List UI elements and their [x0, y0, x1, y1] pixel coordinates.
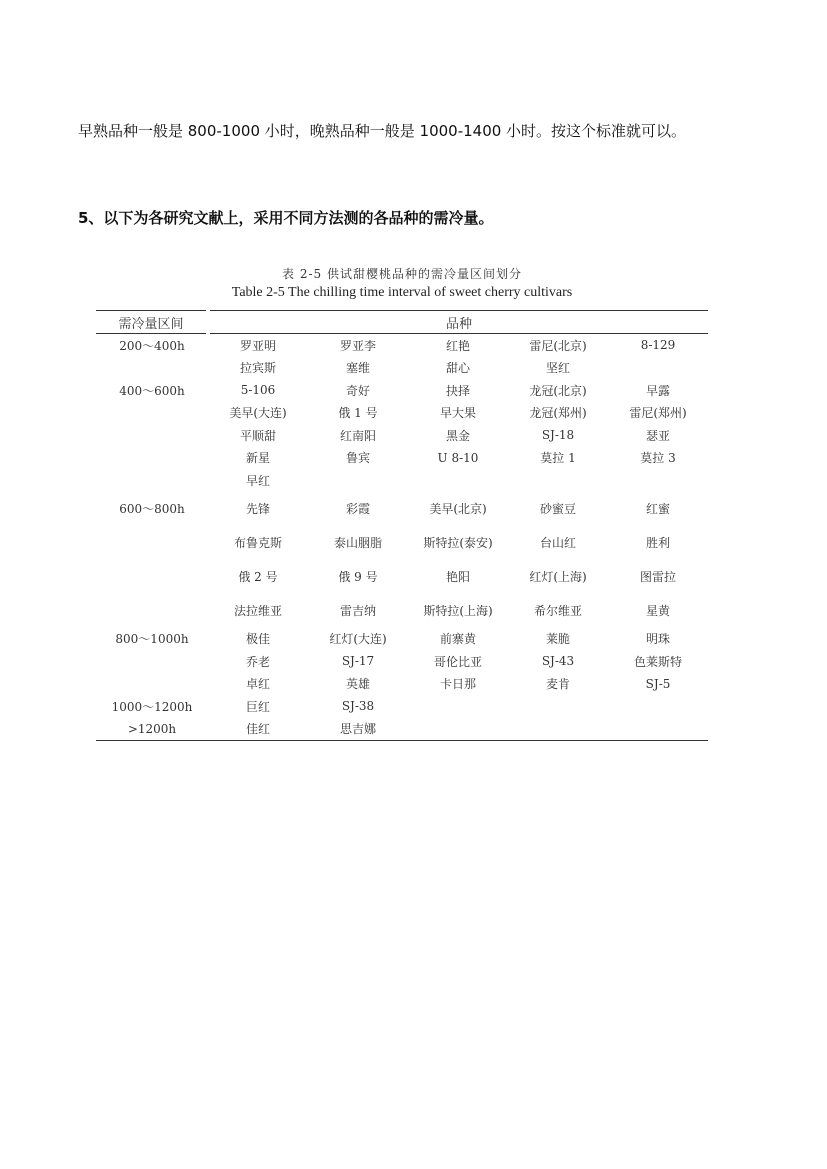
section-heading: 5、以下为各研究文献上，采用不同方法测的各品种的需冷量。 — [78, 209, 494, 227]
cultivar-cell — [408, 718, 508, 741]
table-caption-english: Table 2-5 The chilling time interval of sweet cherry cultivars — [231, 285, 573, 300]
table-row — [96, 379, 708, 402]
range-cell — [96, 560, 208, 594]
cultivar-cell: 红灯(上海) — [529, 570, 587, 584]
cultivar-cell: 塞维 — [345, 361, 370, 376]
range-cell — [96, 469, 208, 492]
table-row — [96, 492, 708, 526]
table-row — [96, 357, 708, 380]
cultivar-cell: 莫拉 3 — [640, 451, 676, 466]
cultivar-cell: 早露 — [646, 383, 671, 398]
cultivar-cell: 布鲁克斯 — [233, 536, 282, 550]
cultivar-cell: 坚红 — [545, 361, 570, 376]
range-cell: 200～400h — [119, 338, 185, 353]
cultivar-cell: 雷尼(郑州) — [629, 406, 687, 421]
cultivar-cell — [508, 695, 608, 718]
cultivar-cell: 奇好 — [345, 383, 370, 398]
cultivar-cell: 俄 1 号 — [338, 406, 378, 421]
cultivar-cell — [608, 357, 708, 380]
cultivar-cell: 莫拉 1 — [540, 451, 576, 466]
cultivar-cell: 前寨黄 — [439, 632, 476, 647]
header-cultivar: 品种 — [208, 311, 708, 334]
table-row — [96, 447, 708, 470]
cultivar-cell: 麦肯 — [545, 677, 570, 692]
range-cell: 600～800h — [119, 502, 185, 516]
cultivar-cell: 龙冠(北京) — [529, 383, 587, 398]
cultivar-cell: 明珠 — [646, 632, 671, 647]
cultivar-cell: SJ-43 — [541, 654, 575, 669]
cultivar-cell: 俄 2 号 — [238, 570, 278, 584]
cultivar-cell: 瑟亚 — [646, 428, 671, 443]
cultivar-cell: 台山红 — [539, 536, 576, 550]
range-cell: 1000～1200h — [111, 699, 193, 714]
cultivar-cell: 罗亚李 — [339, 338, 376, 353]
cultivar-cell: 5-106 — [240, 383, 276, 398]
cultivar-cell — [508, 718, 608, 741]
cultivar-cell: 彩霞 — [345, 502, 370, 516]
range-cell: 400～600h — [119, 383, 185, 398]
cultivar-cell: 红蜜 — [646, 502, 671, 516]
cultivar-cell: 斯特拉(泰安) — [423, 536, 493, 550]
range-cell — [96, 447, 208, 470]
table-header-row — [96, 311, 708, 334]
cultivar-cell: 法拉维亚 — [233, 604, 282, 618]
header-chill-range: 需冷量区间 — [96, 311, 208, 334]
cultivar-cell: 星黄 — [646, 604, 671, 618]
cultivar-cell: 艳阳 — [445, 570, 470, 584]
cultivar-cell: 卓红 — [245, 677, 270, 692]
cultivar-cell: 新星 — [245, 451, 270, 466]
cultivar-cell: 佳红 — [245, 722, 270, 737]
cultivar-cell: 早红 — [245, 473, 270, 488]
table-row — [96, 469, 708, 492]
range-cell — [96, 424, 208, 447]
cultivar-cell: 红南阳 — [339, 428, 376, 443]
cultivar-cell — [508, 469, 608, 492]
cultivar-cell: 平顺甜 — [239, 428, 276, 443]
cultivar-cell — [408, 469, 508, 492]
cultivar-cell: 卡日那 — [439, 677, 476, 692]
cultivar-cell: 斯特拉(上海) — [423, 604, 493, 618]
cultivar-cell: SJ-5 — [645, 676, 671, 691]
table-row — [96, 650, 708, 673]
table-row — [96, 424, 708, 447]
cultivar-cell: 乔老 — [245, 654, 270, 669]
cultivar-cell: SJ-18 — [541, 428, 575, 443]
range-cell — [96, 594, 208, 628]
cultivar-cell: 拉宾斯 — [239, 361, 276, 376]
cultivar-cell: U 8-10 — [437, 450, 479, 465]
table-row — [96, 594, 708, 628]
cultivar-cell: SJ-17 — [341, 654, 375, 669]
cultivar-cell: 色莱斯特 — [634, 654, 683, 669]
table-row — [96, 526, 708, 560]
cultivar-cell: 胜利 — [646, 536, 671, 550]
cultivar-cell: 泰山胭脂 — [333, 536, 382, 550]
cultivar-cell: 砂蜜豆 — [539, 502, 576, 516]
table-row — [96, 334, 708, 357]
range-cell — [96, 526, 208, 560]
cultivar-cell: 龙冠(郑州) — [529, 406, 587, 421]
table-row — [96, 402, 708, 425]
cultivar-cell: 罗亚明 — [239, 338, 276, 353]
table-caption-chinese: 表 2-5 供试甜樱桃品种的需冷量区间划分 — [282, 267, 522, 281]
cultivar-cell: 红艳 — [445, 338, 470, 353]
chilling-requirement-table — [96, 310, 708, 741]
cultivar-cell: 英雄 — [345, 677, 370, 692]
cultivar-cell: 黑金 — [445, 428, 470, 443]
table-row — [96, 695, 708, 718]
range-cell — [96, 673, 208, 696]
cultivar-cell: SJ-38 — [341, 699, 375, 714]
cultivar-cell: 巨红 — [245, 699, 270, 714]
cultivar-cell: 美早(大连) — [229, 406, 287, 421]
table-row — [96, 718, 708, 741]
cultivar-cell — [308, 469, 408, 492]
cultivar-cell — [608, 469, 708, 492]
cultivar-cell: 雷吉纳 — [339, 604, 376, 618]
cultivar-cell: 抉择 — [445, 383, 470, 398]
cultivar-cell — [608, 695, 708, 718]
cultivar-cell — [608, 718, 708, 741]
cultivar-cell: 甜心 — [445, 361, 470, 376]
cultivar-cell: 早大果 — [439, 406, 476, 421]
table-row — [96, 673, 708, 696]
range-cell: >1200h — [127, 721, 177, 736]
range-cell — [96, 650, 208, 673]
cultivar-cell: 希尔维亚 — [533, 604, 582, 618]
cultivar-cell — [408, 695, 508, 718]
cultivar-cell: 美早(北京) — [429, 502, 487, 516]
intro-paragraph: 早熟品种一般是 800-1000 小时，晚熟品种一般是 1000-1400 小时。按这个标准就可以。 — [78, 122, 687, 140]
table-row — [96, 560, 708, 594]
cultivar-cell: 图雷拉 — [640, 570, 677, 584]
cultivar-cell: 极佳 — [245, 632, 270, 647]
table-row — [96, 628, 708, 651]
cultivar-cell: 思吉娜 — [339, 722, 376, 737]
cultivar-cell: 8-129 — [640, 338, 676, 353]
cultivar-cell: 红灯(大连) — [329, 632, 387, 647]
range-cell — [96, 357, 208, 380]
cultivar-cell: 哥伦比亚 — [433, 654, 482, 669]
range-cell: 800～1000h — [115, 632, 189, 647]
cultivar-cell: 雷尼(北京) — [529, 338, 587, 353]
range-cell — [96, 402, 208, 425]
cultivar-cell: 俄 9 号 — [338, 570, 378, 584]
cultivar-cell: 莱脆 — [545, 632, 570, 647]
cultivar-cell: 先锋 — [245, 502, 270, 516]
cultivar-cell: 鲁宾 — [345, 451, 370, 466]
